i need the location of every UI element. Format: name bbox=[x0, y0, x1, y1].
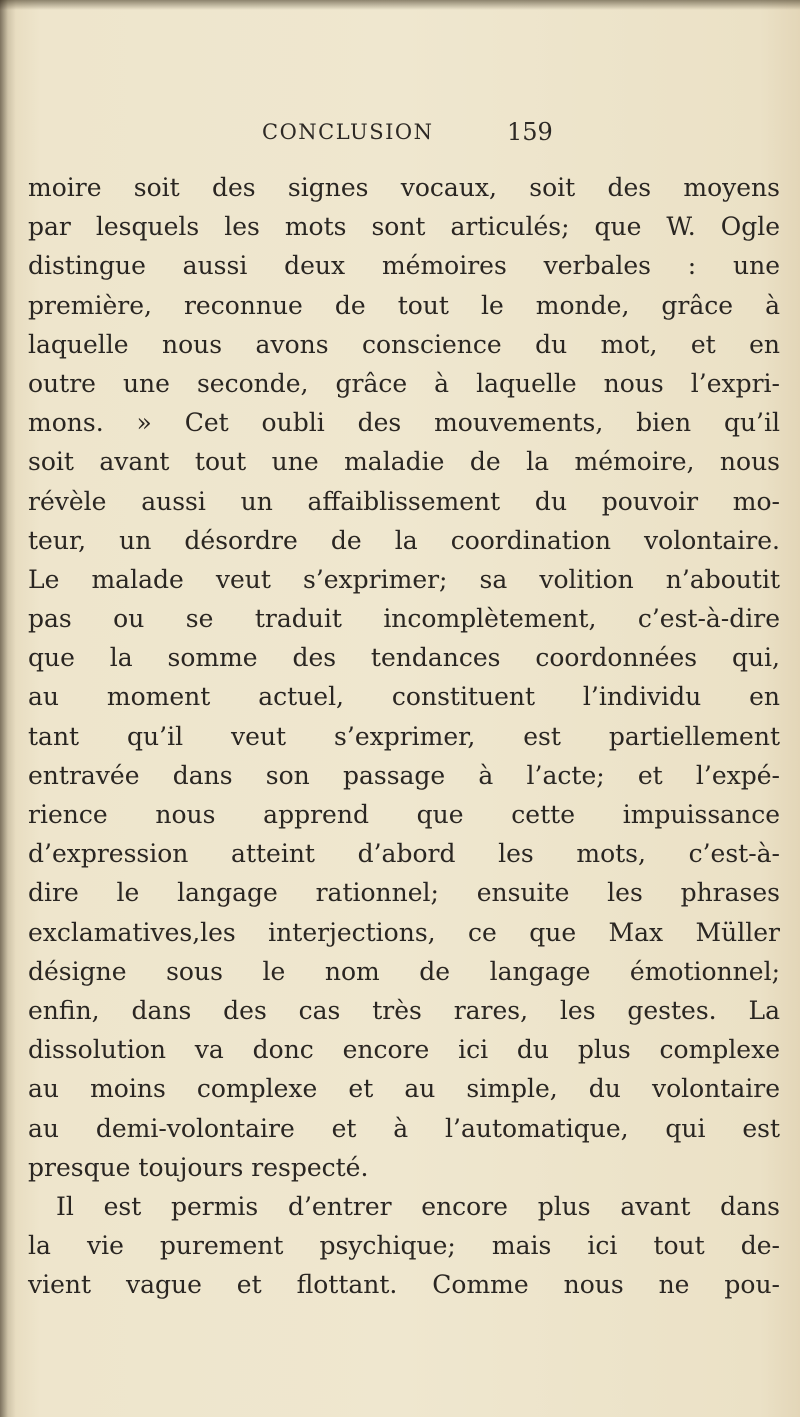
running-head bbox=[262, 120, 552, 156]
text-line: tant qu’il veut s’exprimer, est partiellement bbox=[28, 721, 780, 751]
text-line: teur, un désordre de la coordination volontaire. bbox=[28, 525, 780, 555]
text-line: vient vague et flottant. Comme nous ne pou- bbox=[28, 1270, 780, 1300]
text-line: moire soit des signes vocaux, soit des moyens bbox=[28, 173, 780, 202]
text-line: première, reconnue de tout le monde, grâce à bbox=[28, 290, 780, 320]
text-line: pas ou se traduit incomplètement, c’est-à-dire bbox=[28, 604, 780, 634]
chapter-title: CONCLUSION bbox=[262, 120, 434, 144]
text-line: laquelle nous avons conscience du mot, et en bbox=[28, 329, 780, 359]
text-line: d’expression atteint d’abord les mots, c’est-à- bbox=[28, 839, 780, 869]
text-line: distingue aussi deux mémoires verbales : une bbox=[28, 251, 780, 281]
text-line: au moins complexe et au simple, du volontaire bbox=[28, 1074, 780, 1104]
text-line: révèle aussi un affaiblissement du pouvoir mo- bbox=[28, 486, 780, 516]
text-line: au demi-volontaire et à l’automatique, qui est bbox=[28, 1113, 780, 1143]
text-line: au moment actuel, constituent l’individu en bbox=[28, 682, 780, 712]
text-line: soit avant tout une maladie de la mémoire, nous bbox=[28, 447, 780, 477]
paragraph-start-line: Il est permis d’entrer encore plus avant dans bbox=[56, 1191, 780, 1221]
text-line: que la somme des tendances coordonnées qui, bbox=[28, 643, 780, 673]
text-line: Le malade veut s’exprimer; sa volition n’aboutit bbox=[28, 564, 780, 594]
page-binding-edge bbox=[0, 0, 16, 1417]
text-line: dire le langage rationnel; ensuite les phrases bbox=[28, 878, 780, 908]
text-line: par lesquels les mots sont articulés; que W. Ogle bbox=[28, 212, 780, 242]
text-line: mons. » Cet oubli des mouvements, bien qu’il bbox=[28, 408, 780, 438]
text-line: dissolution va donc encore ici du plus complexe bbox=[28, 1035, 780, 1065]
page-top-shadow bbox=[0, 0, 800, 10]
text-line: presque toujours respecté. bbox=[28, 1152, 369, 1182]
text-line: désigne sous le nom de langage émotionnel; bbox=[28, 956, 780, 986]
body-text bbox=[28, 168, 780, 1304]
text-line: outre une seconde, grâce à laquelle nous l’expri- bbox=[28, 368, 780, 398]
text-line: entravée dans son passage à l’acte; et l’expé- bbox=[28, 760, 780, 790]
page-number: 159 bbox=[507, 118, 553, 146]
text-line: enfin, dans des cas très rares, les gestes. La bbox=[28, 995, 780, 1025]
text-line: la vie purement psychique; mais ici tout de- bbox=[28, 1231, 780, 1261]
text-line: exclamatives,les interjections, ce que Max Müller bbox=[28, 917, 780, 947]
text-line: rience nous apprend que cette impuissance bbox=[28, 800, 780, 829]
